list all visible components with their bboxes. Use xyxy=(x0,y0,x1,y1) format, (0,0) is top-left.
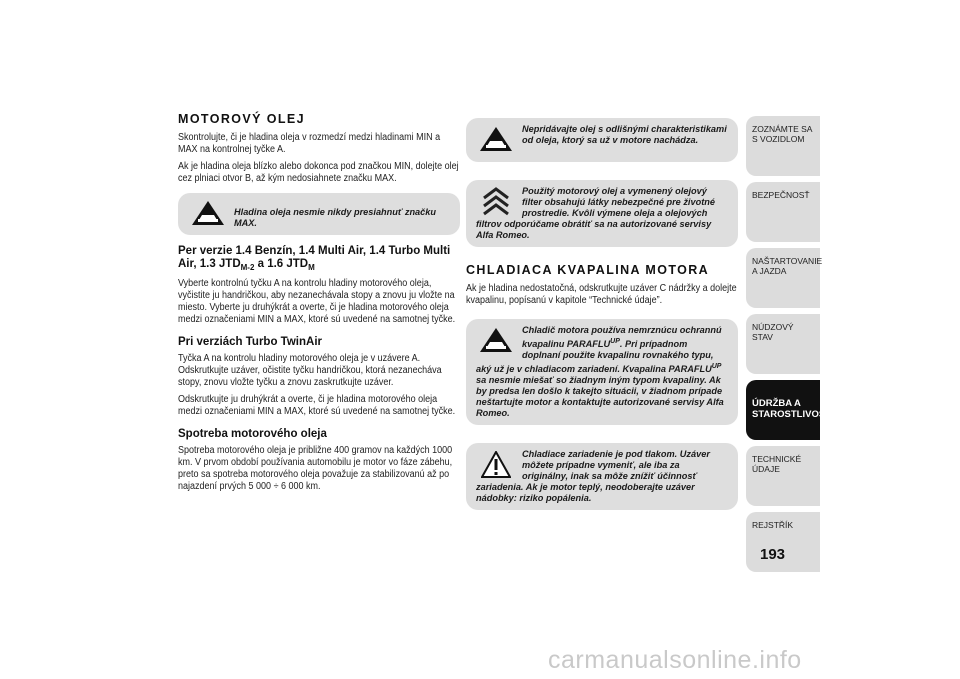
tab-get-to-know[interactable]: ZOZNÁMTE SA S VOZIDLOM xyxy=(746,116,820,176)
note-text-part: Chladič motora používa nemrznúcu ochrannú kvapalinu PARAFLU xyxy=(522,325,722,349)
note-paraflu xyxy=(466,319,738,425)
exclamation-warning-icon xyxy=(476,449,516,479)
note-oil-max xyxy=(178,193,460,235)
car-warning-icon xyxy=(476,124,516,154)
paragraph: Vyberte kontrolnú tyčku A na kontrolu hladiny motorového oleja, vyčistite ju handričkou, aby nezanechávala stopy a znovu ju vložte na miesto. Vyberte ju druhýkrát a overte, či je hladina motorového oleja medzi označeniami MIN a MAX, ktoré sú uvedené na samotnej tyčke. xyxy=(178,278,456,325)
paragraph: Tyčka A na kontrolu hladiny motorového oleja je v uzávere A. Odskrutkujte uzáver, očistite tyčku handričkou, ktorá nezanecháva stopy, znovu vložte tyčku a znovu zaskrutkujte uzáver. xyxy=(178,353,442,388)
note-text: Použitý motorový olej a vymenený olejový filter obsahujú látky nebezpečné pre životné prostredie. Kvôli výmene oleja a olejových filtrov odporúčame obrátiť sa na autorizované servisy Alfa Romeo. xyxy=(476,186,715,240)
tab-emergency[interactable]: NÚDZOVÝ STAV xyxy=(746,314,820,374)
paragraph: Skontrolujte, či je hladina oleja v rozmedzí medzi hladinami MIN a MAX na kontrolnej tyčke A. xyxy=(178,132,441,155)
section-title-engine-oil: MOTOROVÝ OLEJ xyxy=(178,112,306,126)
car-warning-icon xyxy=(188,198,228,228)
paragraph: Ak je hladina oleja blízko alebo dokonca pod značkou MIN, dolejte olej cez plniaci otvor B, až kým nedosiahnete značku MAX. xyxy=(178,161,459,184)
note-text: Chladiace zariadenie je pod tlakom. Uzáver môžete prípadne vymeniť, ale iba za originálny, inak sa môže znížiť účinnosť zariadenia. Ak je motor teplý, neodoberajte uzáver nádobky: riziko popálenia. xyxy=(476,449,710,503)
tab-safety[interactable]: BEZPEČNOSŤ xyxy=(746,182,820,242)
note-text: Nepridávajte olej s odlišnými charakteristikami od oleja, ktorý sa už v motore nachádza. xyxy=(522,124,727,145)
tab-maintenance[interactable]: ÚDRŽBA A STAROSTLIVOSŤ xyxy=(746,380,820,440)
section-title-coolant: CHLADIACA KVAPALINA MOTORA xyxy=(466,263,710,277)
car-warning-icon xyxy=(476,325,516,355)
tab-starting-driving[interactable]: NAŠTARTOVANIE A JAZDA xyxy=(746,248,820,308)
note-text-part: sa nesmie miešať so žiadnym iným typom kvapaliny. Ak by predsa len došlo k takejto situácii, v žiadnom prípade neštartujte motor a kontaktujte autorizované servisy Alfa Romeo. xyxy=(476,375,724,418)
superscript: UP xyxy=(711,363,722,370)
chapter-tabs xyxy=(746,116,831,578)
paragraph: Odskrutkujte ju druhýkrát a overte, či je hladina motorového oleja medzi označeniami MIN a MAX, ktoré sú uvedené na samotnej tyčke. xyxy=(178,394,456,417)
subheading-oil-consumption: Spotreba motorového oleja xyxy=(178,428,327,440)
watermark: carmanualsonline.info xyxy=(548,646,802,674)
right-column xyxy=(466,118,738,520)
tab-technical-data[interactable]: TECHNICKÉ ÚDAJE xyxy=(746,446,820,506)
subscript: M-2 xyxy=(240,263,255,272)
note-text-part: . Pri prípadnom doplnaní použite kvapalinu rovnakého typu, aký už je v chladiacom zariadení. Kvapalina PARAFLU xyxy=(476,339,714,374)
left-column xyxy=(178,112,460,498)
subheading-text: a 1.6 JTD xyxy=(254,258,309,270)
subheading-versions xyxy=(178,245,460,274)
note-text: Hladina oleja nesmie nikdy presiahnuť značku MAX. xyxy=(234,207,436,228)
subheading-text: Per verzie 1.4 Benzín, 1.4 Multi Air, 1.4 Turbo Multi Air, 1.3 JTD xyxy=(178,245,451,270)
note-environment xyxy=(466,180,738,247)
superscript: UP xyxy=(610,338,620,345)
note-pressure xyxy=(466,443,738,510)
paragraph: Spotreba motorového oleja je približne 400 gramov na každých 1000 km. V prvom období používania automobilu je motor vo fáze zábehu, preto sa spotreba motorového oleja považuje za stabilizovanú až po najazdení prvých 5 000 ÷ 6 000 km. xyxy=(178,445,453,492)
page-number: 193 xyxy=(760,546,786,563)
subscript: M xyxy=(308,263,315,272)
tab-index[interactable]: REJSTŘÍK xyxy=(746,512,820,572)
recycle-arrows-icon xyxy=(476,186,516,216)
paragraph: Ak je hladina nedostatočná, odskrutkujte uzáver C nádržky a dolejte kvapalinu, popísanú v kapitole “Technické údaje”. xyxy=(466,283,737,306)
subheading-twinair: Pri verziách Turbo TwinAir xyxy=(178,336,322,348)
note-oil-mixing xyxy=(466,118,738,162)
